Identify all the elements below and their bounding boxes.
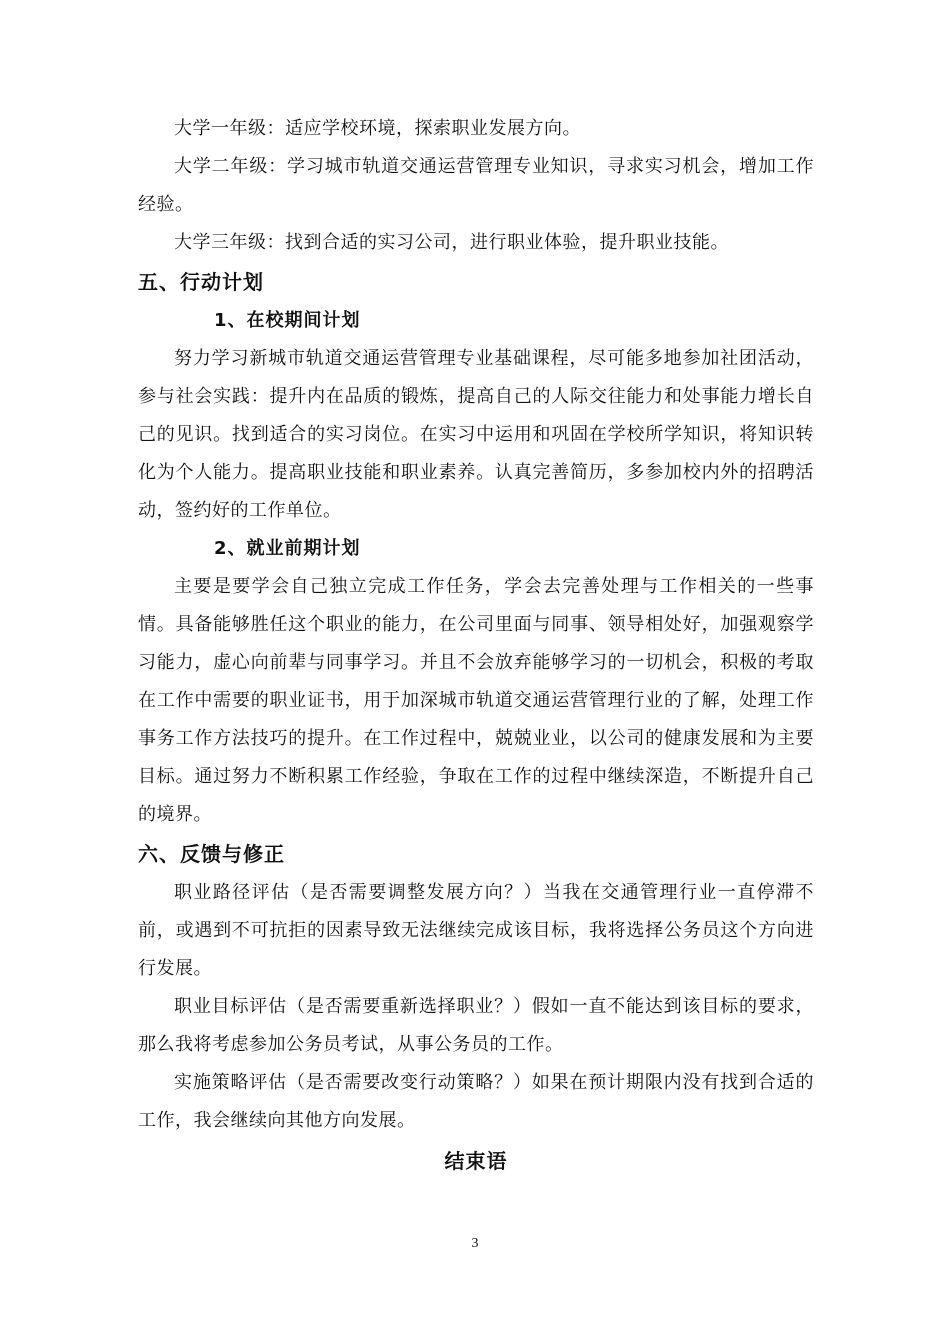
- section-5-heading: 五、行动计划: [138, 270, 264, 294]
- page-number: 3: [471, 1236, 479, 1251]
- section-5-2-heading: 2、就业前期计划: [214, 538, 361, 559]
- document-page: [138, 110, 814, 1182]
- section-6-paragraph-2: 职业目标评估（是否需要重新选择职业？）假如一直不能达到该目标的要求，那么我将考虑参加公务员考试，从事公务员的工作。: [138, 996, 814, 1055]
- section-6-heading: 六、反馈与修正: [138, 842, 285, 866]
- section-6-paragraph-3: 实施策略评估（是否需要改变行动策略？）如果在预计期限内没有找到合适的工作，我会继续向其他方向发展。: [138, 1072, 814, 1131]
- closing-title: 结束语: [444, 1149, 508, 1173]
- plan-year3: 大学三年级：找到合适的实习公司，进行职业体验，提升职业技能。: [174, 232, 729, 253]
- section-5-2-body: 主要是要学会自己独立完成工作任务，学会去完善处理与工作相关的一些事情。具备能够胜任这个职业的能力，在公司里面与同事、领导相处好，加强观察学习能力，虚心向前辈与同事学习。并且不会放弃能够学习的一切机会，积极的考取在工作中需要的职业证书，用于加深城市轨道交通运营管理行业的了解，处理工作事务工作方法技巧的提升。在工作过程中，兢兢业业，以公司的健康发展和为主要目标。通过努力不断积累工作经验，争取在工作的过程中继续深造，不断提升自己的境界。: [138, 576, 814, 825]
- section-5-1-heading: 1、在校期间计划: [214, 310, 361, 331]
- section-5-1-body: 努力学习新城市轨道交通运营管理专业基础课程，尽可能多地参加社团活动，参与社会实践：提升内在品质的锻炼，提高自己的人际交往能力和处事能力增长自己的见识。找到适合的实习岗位。在实习中运用和巩固在学校所学知识，将知识转化为个人能力。提高职业技能和职业素养。认真完善简历，多参加校内外的招聘活动，签约好的工作单位。: [138, 348, 814, 521]
- plan-year2: 大学二年级：学习城市轨道交通运营管理专业知识，寻求实习机会，增加工作经验。: [138, 156, 814, 215]
- plan-year1: 大学一年级：适应学校环境，探索职业发展方向。: [174, 118, 581, 139]
- section-6-paragraph-1: 职业路径评估（是否需要调整发展方向？）当我在交通管理行业一直停滞不前，或遇到不可抗拒的因素导致无法继续完成该目标，我将选择公务员这个方向进行发展。: [138, 882, 814, 979]
